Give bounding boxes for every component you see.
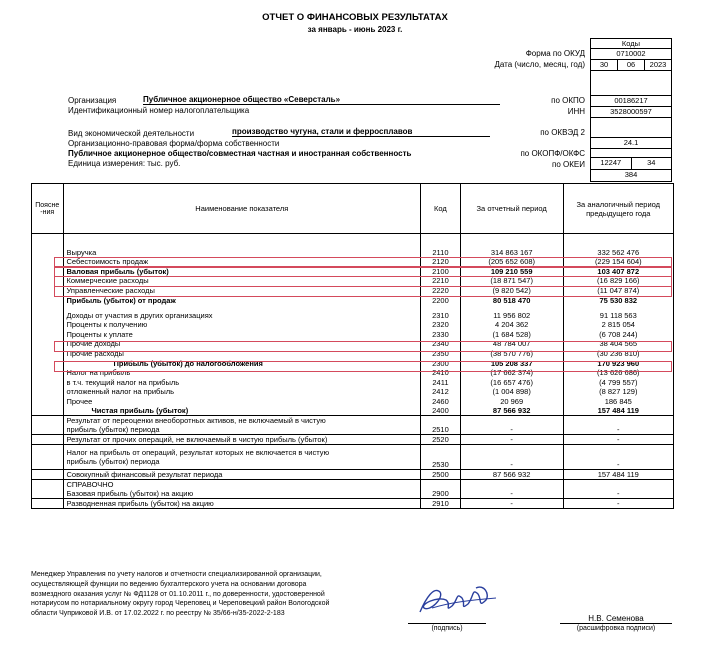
table-row: Проценты к уплате 2330 (1 684 528) (6 708 244) [32, 330, 674, 340]
table-row: Прочие доходы 2340 48 784 007 38 404 565 [32, 339, 674, 349]
org-name: Публичное акционерное общество «Северсталь» [143, 95, 500, 105]
table-row: Валовая прибыль (убыток) 2100 109 210 559 103 407 872 [32, 267, 674, 277]
inn-label: ИНН [567, 107, 585, 116]
col-prev: За аналогичный период предыдущего года [563, 184, 673, 234]
table-row: Разводненная прибыль (убыток) на акцию 2910 - - [32, 499, 674, 509]
table-row: в т.ч. текущий налог на прибыль 2411 (16 657 476) (4 799 557) [32, 378, 674, 388]
table-row: СПРАВОЧНО Базовая прибыль (убыток) на акцию 2900 - - [32, 480, 674, 499]
okved-label: по ОКВЭД 2 [540, 128, 585, 137]
table-row: Коммерческие расходы 2210 (18 871 547) (16 829 166) [32, 276, 674, 286]
date-values [591, 60, 671, 71]
table-row: Прибыль (убыток) от продаж 2200 80 518 470 75 530 832 [32, 295, 674, 305]
table-row: Доходы от участия в других организациях 2310 11 956 802 91 118 563 [32, 305, 674, 320]
signature-line [408, 623, 486, 624]
table-header [32, 184, 674, 234]
okei-label: по ОКЕИ [552, 160, 585, 169]
col-code: Код [421, 184, 461, 234]
col-notes: Поясне-ния [32, 184, 64, 234]
okei-value: 384 [624, 170, 638, 179]
financial-results-table [31, 183, 674, 509]
table-row: отложенный налог на прибыль 2412 (1 004 898) (8 827 129) [32, 387, 674, 397]
okud-label: Форма по ОКУД [525, 49, 585, 58]
table-row: Чистая прибыль (убыток) 2400 87 566 932 157 484 119 [32, 406, 674, 416]
codes-blank [591, 71, 671, 96]
table-row: Налог на прибыль 2410 (17 662 374) (13 626 686) [32, 368, 674, 378]
inn-value: 3528000597 [591, 107, 671, 118]
date-year: 2023 [649, 60, 667, 69]
date-day: 30 [591, 60, 618, 70]
table-row: Прочие расходы 2350 (38 570 776) (30 236 810) [32, 349, 674, 359]
date-month: 06 [618, 60, 645, 70]
signer-caption: (расшифровка подписи) [576, 625, 656, 632]
table-row: Налог на прибыль от операций, результат которых не включается в чистую прибыль (убыток) периода 2530 - - [32, 445, 674, 470]
form-label: Организационно-правовая форма/форма собственности [68, 139, 280, 148]
okud-value: 0710002 [591, 49, 671, 60]
okopf-label: по ОКОПФ/ОКФС [520, 149, 585, 158]
okopf-value: 12247 [591, 158, 632, 169]
okved-value: 24.1 [591, 138, 671, 149]
org-label: Организация [68, 96, 117, 105]
codes-blank-2 [591, 118, 671, 138]
codes-header: Коды [591, 39, 671, 49]
activity-value: производство чугуна, стали и ферросплавов [232, 127, 490, 137]
codes-blank-3 [591, 149, 671, 158]
footer-note: Менеджер Управления по учету налогов и отчетности специализированной организации, осуществляющей функции по ведению бухгалтерского учета на основании договора возмездного оказания услуг № ФД1128 от 01.10.2011 г., по доверенности, удостоверенной нотариусом по нотариальному округу город Череповец и Череповецкий район Вологодской области Чуприковой И.В. от 17.02.2022 г. по реестру № 35/66-н/35-2022-2-183 [31, 571, 330, 618]
table-row: Результат от переоценки внеоборотных активов, не включаемый в чистую прибыль (убыток) периода 2510 - - [32, 416, 674, 435]
signature-image [412, 578, 502, 620]
codes-box [590, 38, 672, 182]
ownership-value: Публичное акционерное общество/совместная частная и иностранная собственность [68, 149, 412, 158]
signature-caption: (подпись) [431, 625, 463, 632]
table-row: Результат от прочих операций, не включаемый в чистую прибыль (убыток) 2520 - - [32, 435, 674, 445]
okopf-values [591, 158, 671, 170]
report-title: ОТЧЕТ О ФИНАНСОВЫХ РЕЗУЛЬТАТАХ [262, 12, 448, 23]
signer-name: Н.В. Семенова [588, 614, 644, 623]
table-row: Управленческие расходы 2220 (9 820 542) (11 047 874) [32, 286, 674, 296]
date-label: Дата (число, месяц, год) [494, 60, 585, 69]
table-row: Себестоимость продаж 2120 (205 652 608) (229 154 604) [32, 257, 674, 267]
col-name: Наименование показателя [63, 184, 421, 234]
inn-full-label: Идентификационный номер налогоплательщика [68, 106, 250, 115]
table-row: Прочее 2460 20 969 186 845 [32, 397, 674, 407]
table-row: Проценты к получению 2320 4 204 362 2 815 054 [32, 320, 674, 330]
table-row: Совокупный финансовый результат периода 2500 87 566 932 157 484 119 [32, 470, 674, 480]
okpo-value: 00186217 [591, 96, 671, 107]
report-period: за январь - июнь 2023 г. [307, 25, 403, 34]
table-row: Выручка 2110 314 863 167 332 562 476 [32, 234, 674, 258]
activity-label: Вид экономической деятельности [68, 129, 195, 138]
unit-label: Единица измерения: тыс. руб. [68, 159, 181, 168]
okpo-label: по ОКПО [551, 96, 585, 105]
table-row: Прибыль (убыток) до налогообложения 2300 105 208 337 170 923 960 [32, 358, 674, 368]
okfs-value: 34 [647, 158, 656, 167]
col-current: За отчетный период [460, 184, 563, 234]
signer-line [560, 623, 672, 624]
